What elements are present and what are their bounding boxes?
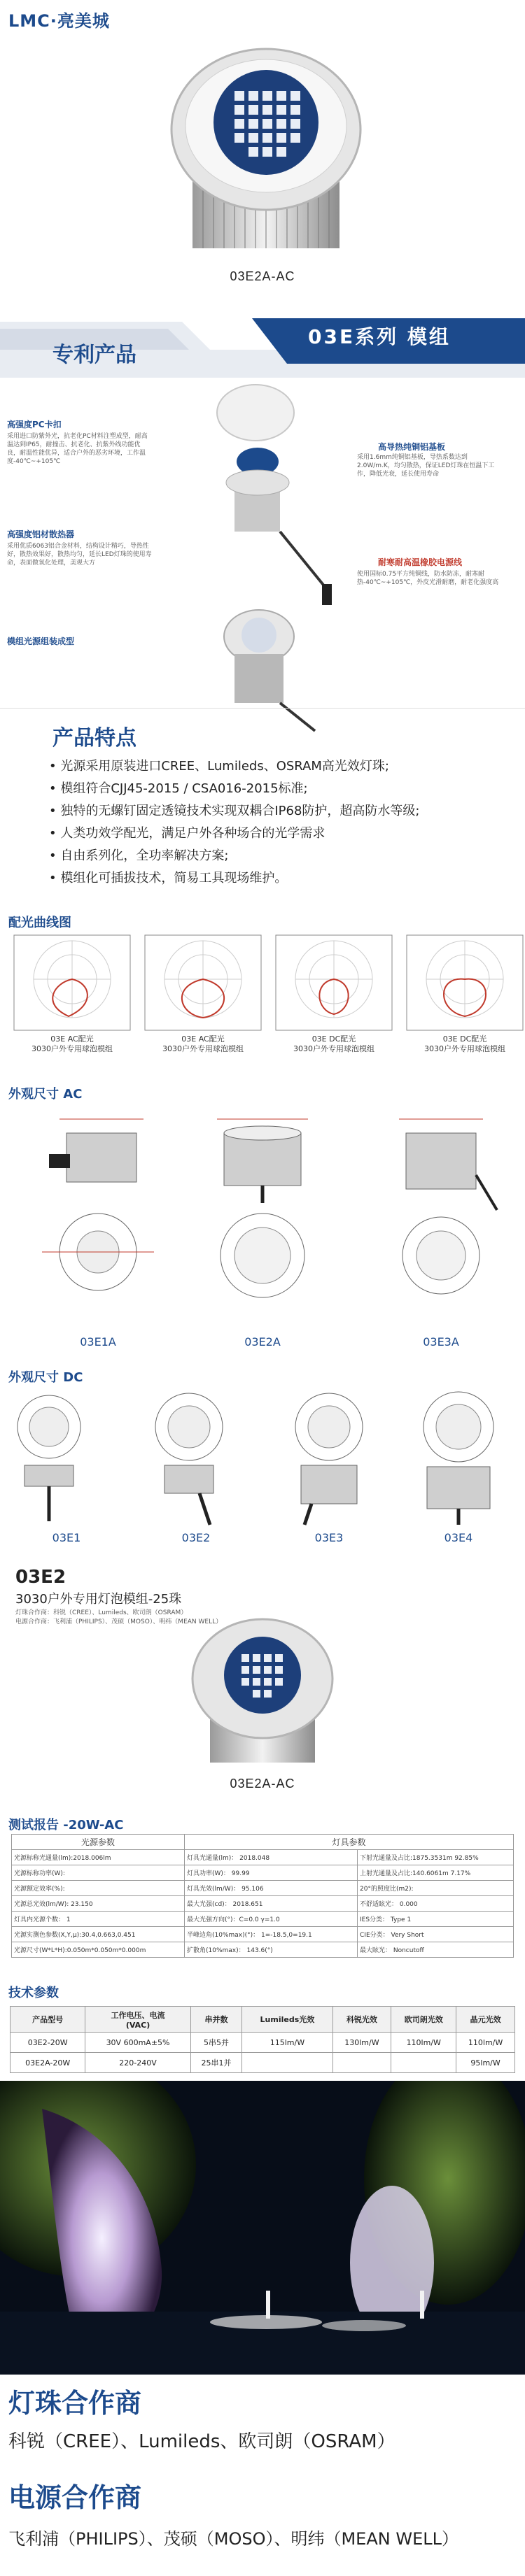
curve-graphic-2 — [144, 934, 262, 1032]
features-list — [49, 755, 511, 890]
night-scene — [0, 2081, 525, 2375]
product-name: 3030户外专用灯泡模组-25珠 — [15, 1592, 182, 1607]
dim-ac-drawing-3 — [371, 1105, 511, 1315]
logo-cn: ·亮美城 — [50, 11, 110, 31]
dim-ac-drawing-2 — [192, 1105, 332, 1315]
table-row: 灯具内光源个数： 1 最大光强方向(°)：C=0.0 γ=1.0 IES分类： Type 1 — [12, 1912, 514, 1927]
dim-dc-drawing-4 — [399, 1388, 518, 1528]
dim-dc-3 — [270, 1388, 388, 1563]
table-row: 光源标称功率(W): 灯具功率(W)： 99.99 上射光通量及占比:140.6061m 7.17% — [12, 1865, 514, 1881]
dim-dc-label-2: 03E2 — [181, 1531, 211, 1544]
divider-line — [0, 708, 525, 709]
report-table — [11, 1834, 514, 1958]
banner-left-title: 专利产品 — [52, 343, 136, 367]
banner-right-title: 03E系列 模组 — [308, 325, 451, 348]
curve-chart-1 — [13, 934, 132, 1067]
dim-ac-drawing-1 — [28, 1105, 168, 1315]
feature-item: • 模组符合CJJ45-2015 / CSA016-2015标准; — [49, 781, 308, 796]
feature-item: • 模组化可插拔技术，简易工具现场维护。 — [49, 871, 288, 885]
curve-caption-1: 03E AC配光 3030户外专用球泡模组 — [31, 1034, 113, 1053]
dim-dc-drawing-3 — [270, 1388, 388, 1528]
led-partner-text: 科锐（CREE）、Lumileds、欧司朗（OSRAM） — [8, 2431, 396, 2452]
feature-item: • 自由系列化，全功率解决方案; — [49, 848, 229, 863]
led-partner-title: 灯珠合作商 — [8, 2388, 142, 2419]
feature-item: • 光源采用原装进口CREE、Lumileds、OSRAM高光效灯珠; — [49, 759, 389, 774]
spec-header-row: 产品型号 工作电压、电流 (VAC) 串并数 Lumileds光效 科锐光效 欧司朗光效 晶元光效 — [10, 2007, 515, 2033]
power-partner-text: 飞利浦（PHILIPS）、茂硕（MOSO）、明纬（MEAN WELL） — [8, 2529, 458, 2549]
curve-chart-3 — [274, 934, 393, 1067]
table-row: 03E2-20W 30V 600mA±5% 5串5并 115lm/W 130lm/W 110lm/W 110lm/W — [10, 2033, 515, 2053]
product-photo — [172, 1609, 354, 1770]
curve-graphic-1 — [13, 934, 132, 1032]
dim-dc-label-1: 03E1 — [52, 1531, 81, 1544]
dims-dc-title: 外观尺寸 DC — [8, 1370, 83, 1385]
exploded-image — [175, 378, 350, 734]
curve-graphic-4 — [405, 934, 524, 1032]
curve-caption-3: 03E DC配光 3030户外专用球泡模组 — [293, 1034, 374, 1053]
logo-en: LMC — [8, 11, 50, 31]
table-row: 光源额定效率(%): 灯具光效(lm/W)： 95.106 20°的照度比(m2): — [12, 1881, 514, 1896]
feature-item: • 独特的无螺钉固定透镜技术实现双耦合IP68防护，超高防水等级; — [49, 804, 420, 818]
exploded-view — [175, 378, 350, 734]
dim-dc-drawing-2 — [136, 1388, 255, 1528]
dim-dc-4 — [399, 1388, 518, 1563]
product-model: 03E2 — [15, 1567, 66, 1588]
table-row: 光源总光效(lm/W): 23.150 最大光强(cd)： 2018.651 不舒适眩光： 0.000 — [12, 1896, 514, 1912]
dim-ac-label-3: 03E3A — [423, 1335, 459, 1349]
product-power-brand: 电源合作商：飞利浦（PHILIPS）、茂硕（MOSO）、明纬（MEAN WELL） — [15, 1618, 223, 1625]
dim-ac-label-1: 03E1A — [80, 1335, 116, 1349]
dim-dc-2 — [136, 1388, 255, 1563]
report-head-right: 灯具参数 — [185, 1835, 514, 1850]
dim-dc-1 — [7, 1388, 126, 1563]
dim-ac-3 — [371, 1105, 511, 1349]
report-head-left: 光源参数 — [12, 1835, 185, 1850]
product-caption: 03E2A-AC — [230, 1777, 295, 1791]
specs-table — [10, 2006, 515, 2073]
dims-ac-title: 外观尺寸 AC — [8, 1087, 83, 1102]
heatsink-title: 高强度铝材散热器 — [7, 529, 75, 539]
hero-product — [144, 42, 388, 259]
specs-title: 技术参数 — [8, 1986, 59, 2000]
table-row: 03E2A-20W 220-240V 25串1并 95lm/W — [10, 2053, 515, 2073]
pc-clip-title: 高强度PC卡扣 — [7, 420, 62, 429]
curve-chart-2 — [144, 934, 262, 1067]
dims-ac-row — [0, 1105, 525, 1357]
product-image — [172, 1609, 354, 1770]
table-row: 光源标称光通量(lm):2018.006lm 灯具光通量(lm)： 2018.048 下射光通量及占比:1875.3531m 92.85% — [12, 1850, 514, 1865]
curve-graphic-3 — [274, 934, 393, 1032]
pcb-title: 高导热纯铜铝基板 — [378, 442, 446, 452]
report-title: 测试报告 -20W-AC — [8, 1818, 124, 1833]
dim-dc-label-4: 03E4 — [444, 1531, 473, 1544]
curves-title: 配光曲线图 — [8, 916, 71, 930]
curve-caption-2: 03E AC配光 3030户外专用球泡模组 — [162, 1034, 244, 1053]
hero-caption: 03E2A-AC — [230, 269, 295, 283]
power-partner-title: 电源合作商 — [8, 2482, 142, 2513]
features-title: 产品特点 — [52, 726, 136, 750]
pcb-desc: 采用1.6mm纯铜铝基板，导热系数达到2.0W/m.K，均匀散热，保证LED灯珠在恒温下工作，降低光衰，延长使用寿命 — [357, 454, 495, 478]
dim-dc-drawing-1 — [7, 1388, 126, 1528]
pc-clip-desc: 采用进口防紫外光，抗老化PC材料注塑成型，耐高温达到IP65，耐撞击、抗老化、抗紫外线功能优良，耐温性能优异，适合户外的恶劣环境，工作温度-40℃~+105℃ — [7, 433, 148, 465]
cable-desc: 使用国标0.75平方纯铜线，防水防冻，耐寒耐热-40℃~+105℃，外皮光滑耐磨，耐老化强度高 — [357, 571, 499, 586]
brand-logo — [8, 7, 110, 31]
hero-product-image — [144, 42, 388, 259]
dims-dc-row — [0, 1388, 525, 1563]
table-row: 光源尺寸(W*L*H):0.050m*0.050m*0.000m 扩散角(10%max)： 143.6(°) 最大眩光： Noncutoff — [12, 1942, 514, 1958]
dim-dc-label-3: 03E3 — [314, 1531, 344, 1544]
application-photo — [0, 2081, 525, 2375]
assembly-title: 模组光源组装成型 — [7, 636, 75, 646]
dim-ac-label-2: 03E2A — [244, 1335, 281, 1349]
heatsink-desc: 采用优质6063铝合金材料，结构设计精巧，导热性好，散热效果好，散热均匀，延长LED灯珠的使用寿命，表面做氧化处理，美观大方 — [7, 543, 152, 567]
curves-row — [0, 934, 525, 1067]
product-led-brand: 灯珠合作商：科锐（CREE）、Lumileds、欧司朗（OSRAM） — [15, 1609, 188, 1616]
feature-item: • 人类功效学配光，满足户外各种场合的光学需求 — [49, 826, 326, 841]
curve-chart-4 — [405, 934, 524, 1067]
cable-title: 耐寒耐高温橡胶电源线 — [378, 557, 463, 567]
dim-ac-1 — [28, 1105, 168, 1349]
dim-ac-2 — [192, 1105, 332, 1349]
table-row: 光源实测色参数(X,Y,μ):30.4,0.663,0.451 半峰边角(10%max)(°)： 1=-18.5,0=19.1 CIE分类： Very Short — [12, 1927, 514, 1942]
curve-caption-4: 03E DC配光 3030户外专用球泡模组 — [424, 1034, 505, 1053]
